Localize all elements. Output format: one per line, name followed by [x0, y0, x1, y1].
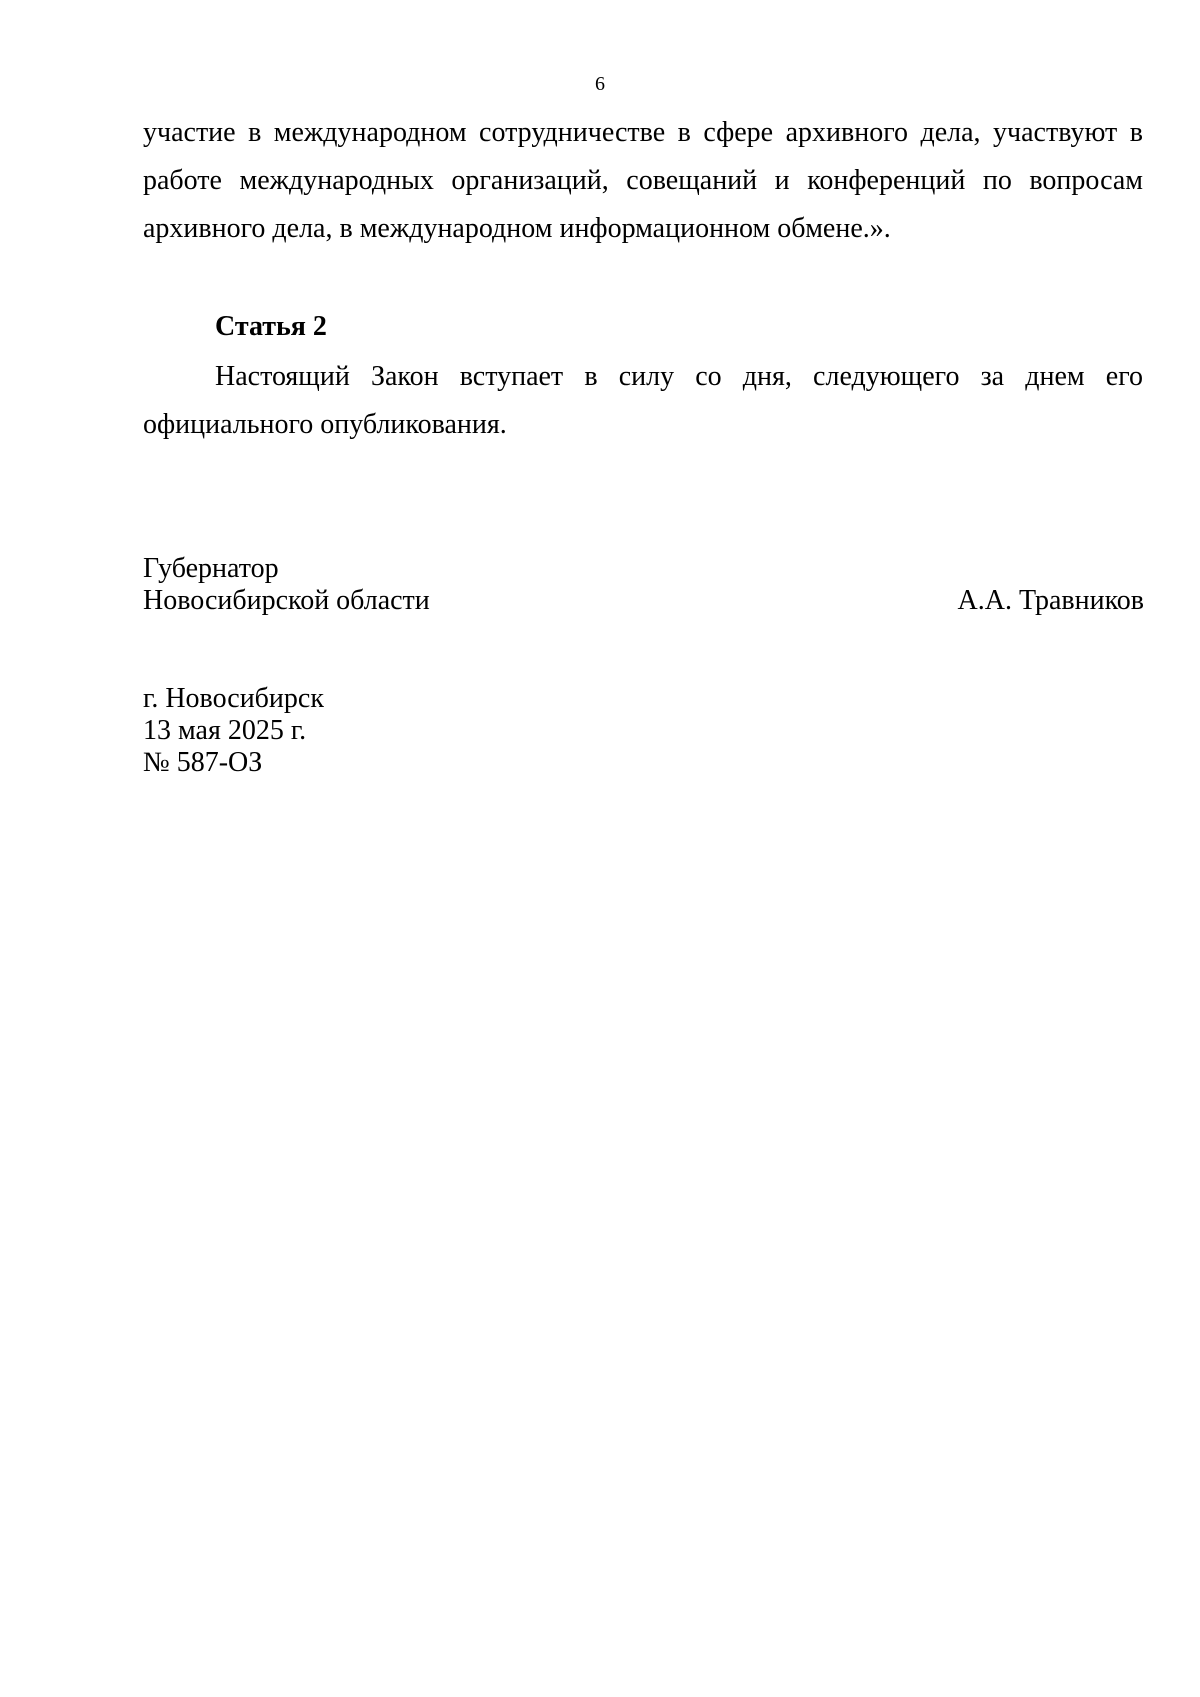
paragraph-line: Настоящий Закон вступает в силу со дня, следующего за днем его: [215, 361, 1143, 392]
paragraph-line: архивного дела, в международном информационном обмене.».: [143, 213, 891, 244]
paragraph-continuation: [143, 109, 1143, 253]
paragraph-line: участие в международном сотрудничестве в сфере архивного дела, участвуют в: [143, 117, 1143, 148]
signature-title-line: Новосибирской области: [143, 585, 430, 616]
footer-number: № 587-ОЗ: [143, 747, 263, 778]
footer-city: г. Новосибирск: [143, 683, 324, 714]
signature-title: [143, 553, 430, 617]
page-number: 6: [595, 73, 605, 95]
signature-title-line: Губернатор: [143, 553, 279, 584]
document-footer: [143, 683, 324, 779]
paragraph-line: официального опубликования.: [143, 409, 507, 440]
paragraph-line: работе международных организаций, совещаний и конференций по вопросам: [143, 165, 1143, 196]
article-paragraph: [143, 353, 1143, 449]
footer-date: 13 мая 2025 г.: [143, 715, 307, 746]
article-heading: Статья 2: [215, 311, 327, 342]
signature-name: А.А. Травников: [957, 585, 1144, 616]
